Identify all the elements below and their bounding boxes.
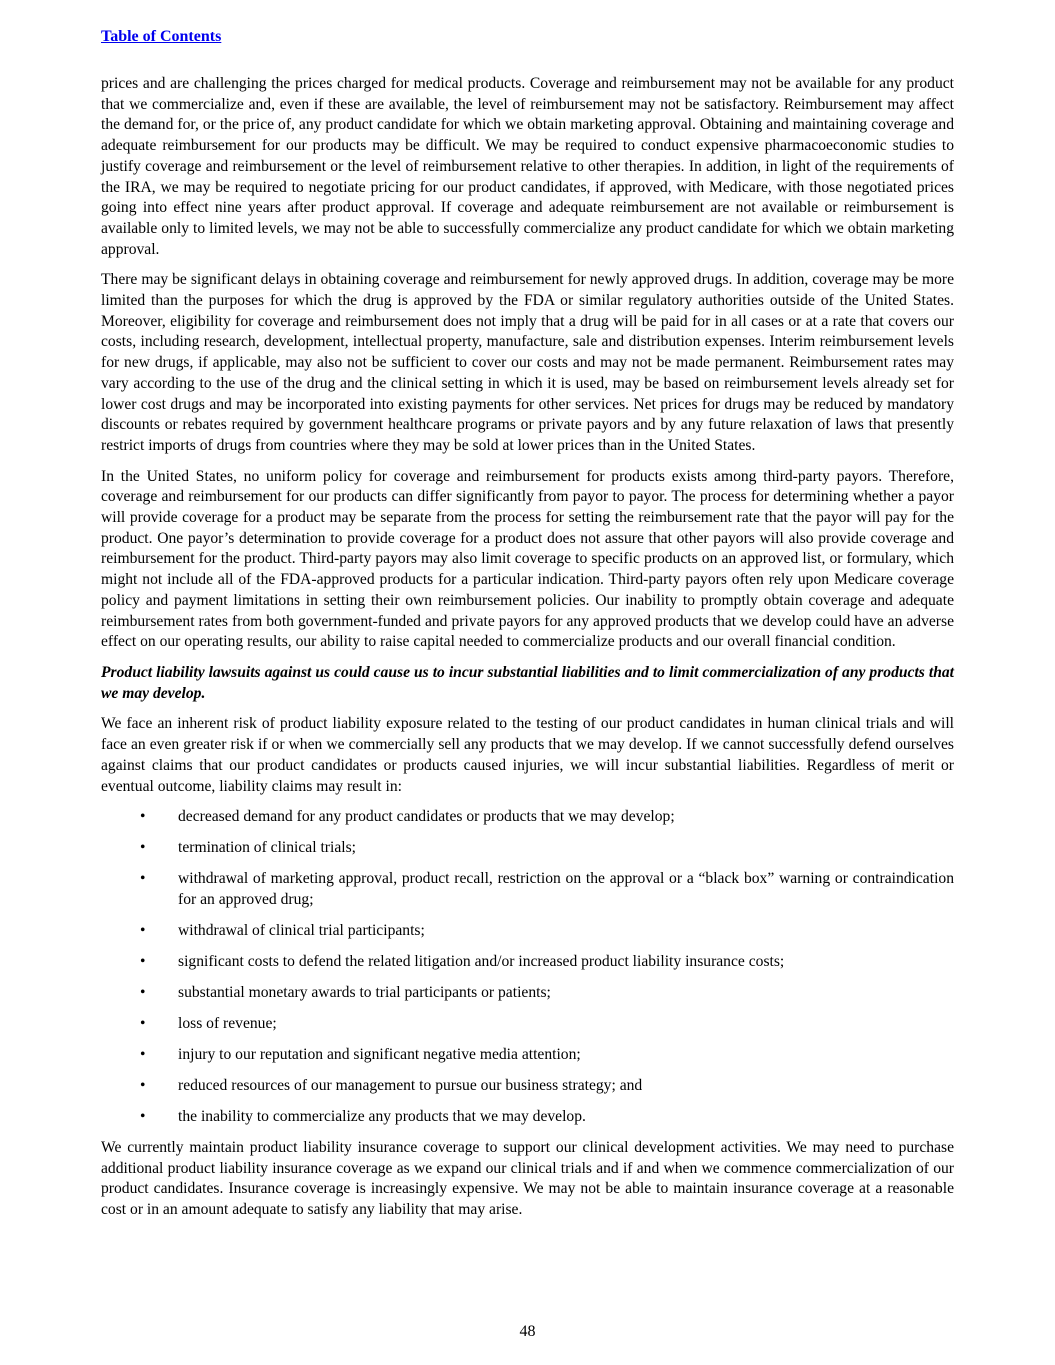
table-of-contents-link[interactable]: Table of Contents (101, 28, 222, 45)
bullet-icon: • (140, 1107, 146, 1125)
bullet-icon: • (140, 870, 146, 888)
document-body (101, 74, 954, 1231)
list-item-text: termination of clinical trials; (178, 839, 356, 857)
bullet-icon: • (140, 1076, 146, 1094)
list-item-text: withdrawal of marketing approval, product recall, restriction on the approval or a “black box” warning or contraindication for an approved drug; (178, 870, 954, 908)
bullet-icon: • (140, 839, 146, 857)
bullet-icon: • (140, 1014, 146, 1032)
intro-paragraph: We face an inherent risk of product liability exposure related to the testing of our product candidates in human clinical trials and will face an even greater risk if or when we commercially sell any products that we may develop. If we cannot successfully defend ourselves against claims that our product candidates or products caused injuries, we will incur substantial liabilities. Regardless of merit or eventual outcome, liability claims may result in: (101, 715, 954, 795)
liability-results-list (101, 807, 954, 1127)
page-number: 48 (519, 1323, 536, 1340)
list-item (101, 921, 954, 942)
list-item-text: loss of revenue; (178, 1014, 277, 1032)
bullet-icon: • (140, 921, 146, 939)
list-item-text: the inability to commercialize any products that we may develop. (178, 1107, 586, 1125)
list-item-text: substantial monetary awards to trial participants or patients; (178, 983, 551, 1001)
list-item (101, 807, 954, 828)
list-item-text: significant costs to defend the related litigation and/or increased product liability insurance costs; (178, 952, 785, 970)
list-item (101, 1045, 954, 1066)
list-item (101, 983, 954, 1004)
list-item-text: withdrawal of clinical trial participants; (178, 921, 425, 939)
list-item (101, 838, 954, 859)
bullet-icon: • (140, 983, 146, 1001)
bullet-icon: • (140, 808, 146, 826)
list-item (101, 1107, 954, 1128)
list-item (101, 1076, 954, 1097)
list-item (101, 952, 954, 973)
list-item-text: injury to our reputation and significant negative media attention; (178, 1045, 581, 1063)
list-item (101, 1014, 954, 1035)
body-paragraph-1: prices and are challenging the prices charged for medical products. Coverage and reimbursement may not be available for any product that we commercialize and, even if these are available, the level of reimbursement may not be satisfactory. Reimbursement may affect the demand for, or the price of, any product candidate for which we obtain marketing approval. Obtaining and maintaining coverage and adequate reimbursement for our products may be difficult. We may be required to conduct expensive pharmacoeconomic studies to justify coverage and reimbursement or the level of reimbursement relative to other therapies. In addition, in light of the requirements of the IRA, we may be required to negotiate pricing for our product candidates, if approved, with Medicare, with those negotiated prices going into effect nine years after product approval. If coverage and adequate reimbursement are not available or reimbursement is available only to limited levels, we may not be able to successfully commercialize any product candidate for which we obtain marketing approval. (101, 75, 954, 258)
bullet-icon: • (140, 1045, 146, 1063)
closing-paragraph: We currently maintain product liability insurance coverage to support our clinical development activities. We may need to purchase additional product liability insurance coverage as we expand our clinical trials and if and when we commence commercialization of our product candidates. Insurance coverage is increasingly expensive. We may not be able to maintain insurance coverage at a reasonable cost or in an amount adequate to satisfy any liability that may arise. (101, 1138, 954, 1219)
list-item-text: decreased demand for any product candidates or products that we may develop; (178, 808, 675, 826)
bullet-icon: • (140, 952, 146, 970)
list-item (101, 869, 954, 910)
body-paragraph-3: In the United States, no uniform policy for coverage and reimbursement for products exists among third-party payors. Therefore, coverage and reimbursement for our products can differ significantly from payor to payor. The process for determining whether a payor will provide coverage for a product may be separate from the process for setting the reimbursement rate that the payor will pay for the product. One payor’s determination to provide coverage for a product does not assure that other payors will also provide coverage and reimbursement for the product. Third-party payors may also limit coverage to specific products on an approved list, or formulary, which might not include all of the FDA-approved products for a particular indication. Third-party payors often rely upon Medicare coverage policy and payment limitations in setting their own reimbursement policies. Our inability to promptly obtain coverage and adequate reimbursement rates from both government-funded and private payors for any approved products that we develop could have an adverse effect on our operating results, our ability to raise capital needed to commercialize products and our overall financial condition. (101, 467, 954, 651)
body-paragraph-2: There may be significant delays in obtaining coverage and reimbursement for newly approved drugs. In addition, coverage may be more limited than the purposes for which the drug is approved by the FDA or similar regulatory authorities outside of the United States. Moreover, eligibility for coverage and reimbursement does not imply that a drug will be paid for in all cases or at a rate that covers our costs, including research, development, intellectual property, manufacture, sale and distribution expenses. Interim reimbursement levels for new drugs, if applicable, may also not be sufficient to cover our costs and may not be made permanent. Reimbursement rates may vary according to the use of the drug and the clinical setting in which it is used, may be based on reimbursement levels already set for lower cost drugs and may be incorporated into existing payments for other services. Net prices for drugs may be reduced by mandatory discounts or rebates required by government healthcare programs or private payors and by any future relaxation of laws that presently restrict imports of drugs from countries where they may be sold at lower prices than in the United States. (101, 271, 954, 454)
section-heading: Product liability lawsuits against us could cause us to incur substantial liabilities and to limit commercialization of any products that we may develop. (101, 663, 954, 702)
list-item-text: reduced resources of our management to pursue our business strategy; and (178, 1076, 643, 1094)
